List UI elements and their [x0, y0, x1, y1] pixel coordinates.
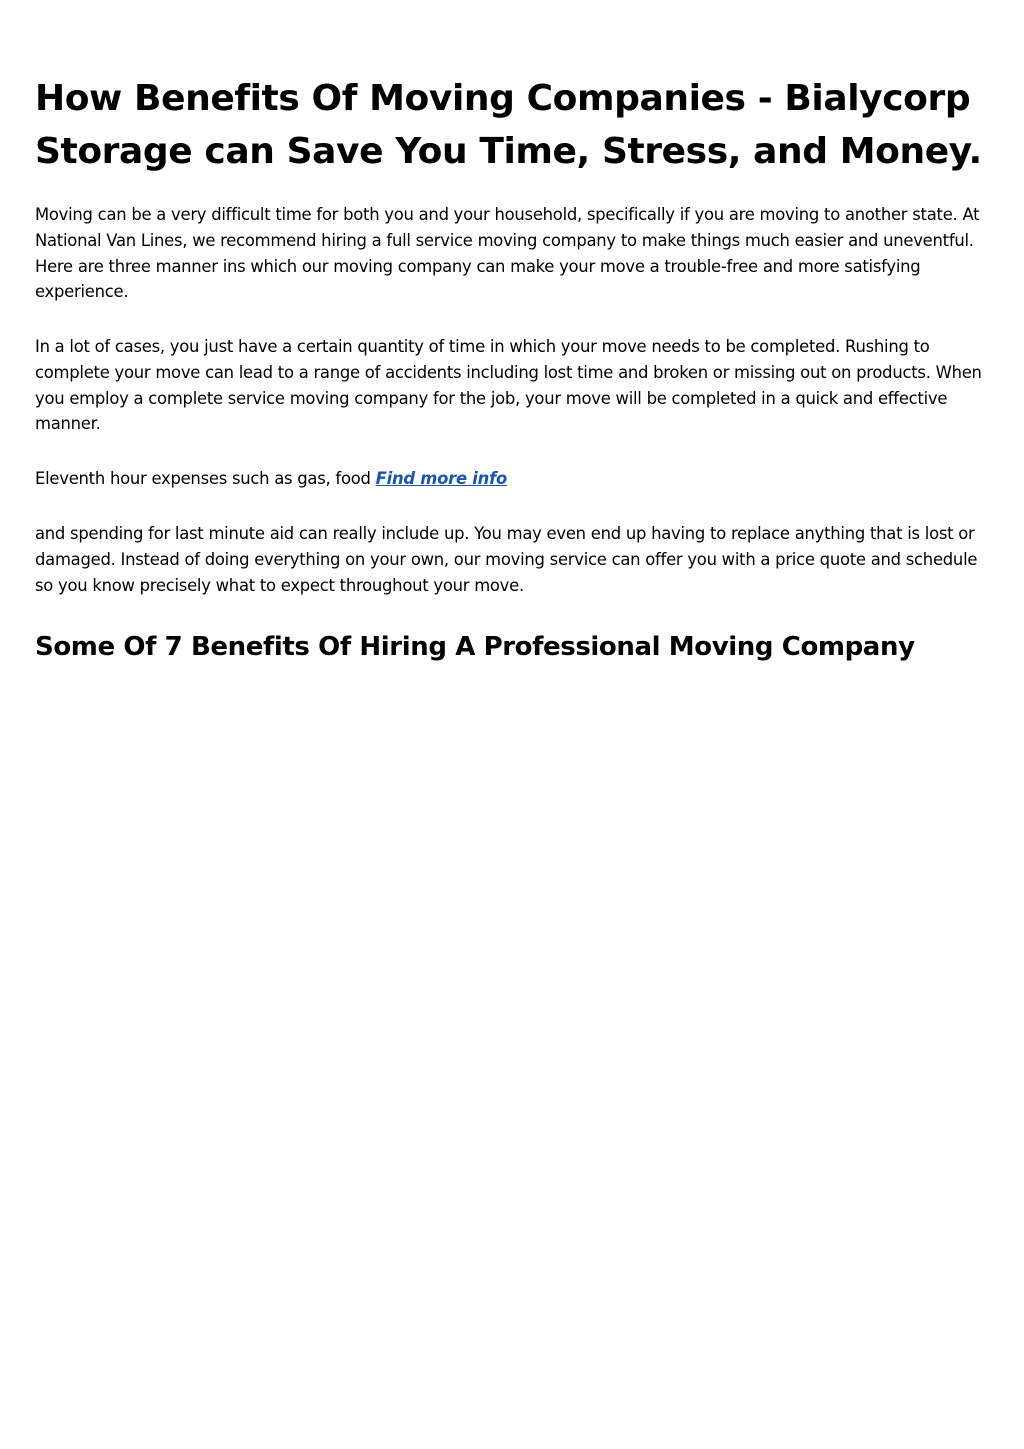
- find-more-info-link[interactable]: Find more info: [375, 469, 507, 488]
- paragraph-intro: Moving can be a very difficult time for both you and your household, specifically if you are moving to another state. At National Van Lines, we recommend hiring a full service moving company to make things much easier and uneventful. Here are three manner ins which our moving company can make your move a trouble-free and more satisfying experience.: [35, 205, 980, 302]
- paragraph-expenses-text: Eleventh hour expenses such as gas, food: [35, 469, 376, 488]
- section-heading: Some Of 7 Benefits Of Hiring A Professional Moving Company: [35, 632, 915, 662]
- title-line-2: Storage can Save You Time, Stress, and Money.: [35, 131, 982, 172]
- paragraph-time: In a lot of cases, you just have a certain quantity of time in which your move needs to be completed. Rushing to complete your move can lead to a range of accidents including lost time and broken or missing out on products. When you employ a complete service moving company for the job, your move will be completed in a quick and effective manner.: [35, 337, 982, 434]
- paragraph-expenses: [35, 466, 995, 492]
- title-line-1: How Benefits Of Moving Companies - Bialycorp: [35, 78, 971, 119]
- page-title: [35, 72, 995, 178]
- paragraph-spending: and spending for last minute aid can really include up. You may even end up having to replace anything that is lost or damaged. Instead of doing everything on your own, our moving service can offer you with a price quote and schedule so you know precisely what to expect throughout your move.: [35, 524, 978, 595]
